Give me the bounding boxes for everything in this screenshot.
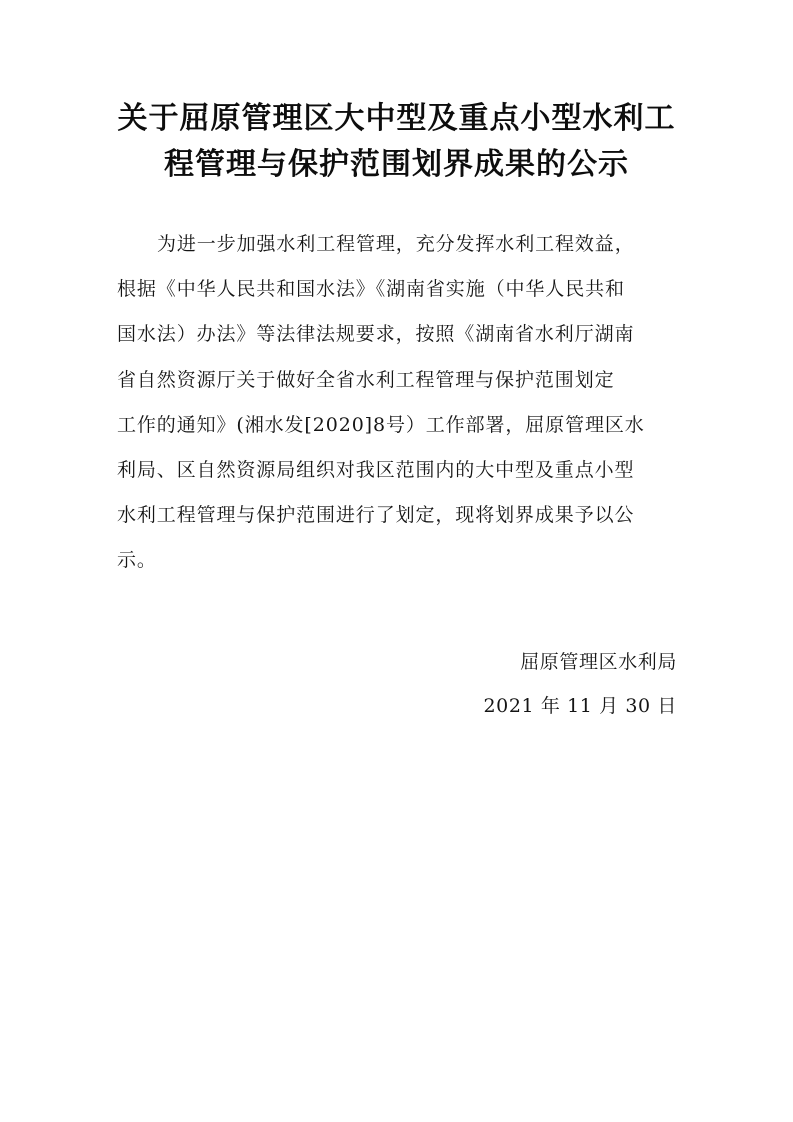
body-paragraph-line: 水利工程管理与保护范围进行了划定，现将划界成果予以公: [117, 504, 635, 527]
issuer-name: 屈原管理区水利局: [520, 651, 677, 673]
title-line: 关于屈原管理区大中型及重点小型水利工: [117, 101, 676, 136]
title-line: 程管理与保护范围划界成果的公示: [164, 147, 629, 182]
body-paragraph-line: 示。: [117, 549, 157, 572]
body-paragraph-line: 利局、区自然资源局组织对我区范围内的大中型及重点小型: [117, 459, 635, 482]
body-paragraph-line: 为进一步加强水利工程管理，充分发挥水利工程效益，: [157, 233, 635, 255]
signature-block: [483, 640, 677, 728]
document-body: [117, 222, 681, 584]
issue-date: 2021 年 11 月 30 日: [483, 695, 677, 717]
document-title: [90, 96, 703, 188]
body-paragraph-line: 国水法）办法》等法律法规要求，按照《湖南省水利厅湖南: [117, 323, 635, 346]
body-paragraph-line: 根据《中华人民共和国水法》《湖南省实施（中华人民共和: [117, 278, 625, 301]
body-paragraph-line: 工作的通知》(湘水发[2020]8号）工作部署，屈原管理区水: [117, 413, 645, 436]
body-paragraph-line: 省自然资源厅关于做好全省水利工程管理与保护范围划定: [117, 368, 615, 391]
